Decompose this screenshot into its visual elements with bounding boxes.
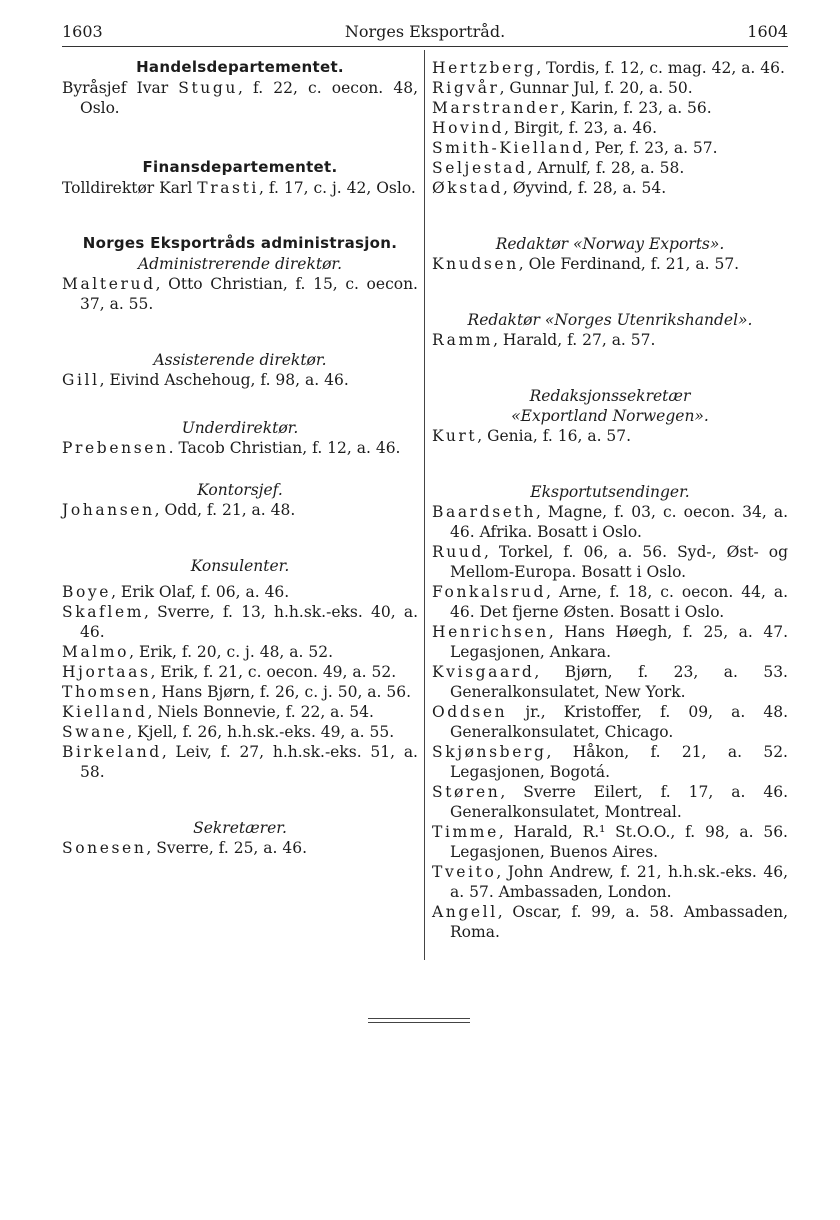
entry: Swane, Kjell, f. 26, h.h.sk.-eks. 49, a. 55. [62,723,395,741]
role-heading: Administrerende direktør. [137,255,343,273]
entry: Byråsjef Ivar Stugu, f. 22, c. oecon. 48, Oslo. [62,79,418,117]
entry: Økstad, Øyvind, f. 28, a. 54. [432,179,667,197]
role-heading: Eksportutsendinger. [530,483,690,501]
page-number-left: 1603 [62,22,103,41]
role-heading: Assisterende direktør. [153,351,327,369]
entry: Skjønsberg, Håkon, f. 21, a. 52. Legasjonen, Bogotá. [432,743,788,781]
entry: Timme, Harald, R.¹ St.O.O., f. 98, a. 56. Legasjonen, Buenos Aires. [432,823,788,861]
page-header [62,20,788,46]
section-heading: Handelsdepartementet. [136,58,344,76]
entry: Kurt, Genia, f. 16, a. 57. [432,427,632,445]
role-heading: Redaksjonssekretær [529,387,691,405]
entry: Birkeland, Leiv, f. 27, h.h.sk.-eks. 51, a. 58. [62,743,418,781]
role-heading: Konsulenter. [190,557,290,575]
entry: Ruud, Torkel, f. 06, a. 56. Syd-, Øst- og Mellom-Europa. Bosatt i Oslo. [432,543,788,581]
entry: Smith-Kielland, Per, f. 23, a. 57. [432,139,718,157]
header-rule [62,46,788,47]
entry: Kvisgaard, Bjørn, f. 23, a. 53. Generalkonsulatet, New York. [432,663,788,701]
entry: Kielland, Niels Bonnevie, f. 22, a. 54. [62,703,374,721]
right-column [432,58,788,942]
entry: Henrichsen, Hans Høegh, f. 25, a. 47. Legasjonen, Ankara. [432,623,788,661]
entry: Hjortaas, Erik, f. 21, c. oecon. 49, a. 52. [62,663,397,681]
footer-rule [368,1018,470,1023]
entry: Malterud, Otto Christian, f. 15, c. oecon. 37, a. 55. [62,275,418,313]
entry: Hertzberg, Tordis, f. 12, c. mag. 42, a. 46. [432,59,785,77]
entry: Tolldirektør Karl Trasti, f. 17, c. j. 42, Oslo. [62,179,416,197]
entry: Johansen, Odd, f. 21, a. 48. [62,501,296,519]
left-column [62,58,418,858]
section-heading: Finansdepartementet. [142,158,338,176]
role-heading: Kontorsjef. [197,481,283,499]
entry: Hovind, Birgit, f. 23, a. 46. [432,119,658,137]
entry: Rigvår, Gunnar Jul, f. 20, a. 50. [432,79,693,97]
entry: Marstrander, Karin, f. 23, a. 56. [432,99,712,117]
entry: Støren, Sverre Eilert, f. 17, a. 46. Generalkonsulatet, Montreal. [432,783,788,821]
column-divider [424,50,425,960]
page-number-right: 1604 [747,22,788,41]
entry: Tveito, John Andrew, f. 21, h.h.sk.-eks. 46, a. 57. Ambassaden, London. [432,863,788,901]
entry: Boye, Erik Olaf, f. 06, a. 46. [62,583,290,601]
entry: Angell, Oscar, f. 99, a. 58. Ambassaden, Roma. [432,903,788,941]
role-heading: Redaktør «Norges Utenrikshandel». [467,311,753,329]
entry: Skaflem, Sverre, f. 13, h.h.sk.-eks. 40, a. 46. [62,603,418,641]
role-heading: Underdirektør. [181,419,299,437]
entry: Malmo, Erik, f. 20, c. j. 48, a. 52. [62,643,334,661]
entry: Sonesen, Sverre, f. 25, a. 46. [62,839,308,857]
entry: Gill, Eivind Aschehoug, f. 98, a. 46. [62,371,349,389]
role-heading: «Exportland Norwegen». [511,407,709,425]
entry: Knudsen, Ole Ferdinand, f. 21, a. 57. [432,255,740,273]
running-title: Norges Eksportråd. [344,22,506,41]
entry: Fonkalsrud, Arne, f. 18, c. oecon. 44, a. 46. Det fjerne Østen. Bosatt i Oslo. [432,583,788,621]
entry: Ramm, Harald, f. 27, a. 57. [432,331,656,349]
section-heading: Norges Eksportråds administrasjon. [82,234,398,252]
role-heading: Redaktør «Norway Exports». [495,235,725,253]
entry: Thomsen, Hans Bjørn, f. 26, c. j. 50, a. 56. [62,683,412,701]
entry: Seljestad, Arnulf, f. 28, a. 58. [432,159,685,177]
entry: Prebensen. Tacob Christian, f. 12, a. 46. [62,439,401,457]
entry: Baardseth, Magne, f. 03, c. oecon. 34, a. 46. Afrika. Bosatt i Oslo. [432,503,788,541]
entry: Oddsen jr., Kristoffer, f. 09, a. 48. Generalkonsulatet, Chicago. [432,703,788,741]
role-heading: Sekretærer. [193,819,287,837]
